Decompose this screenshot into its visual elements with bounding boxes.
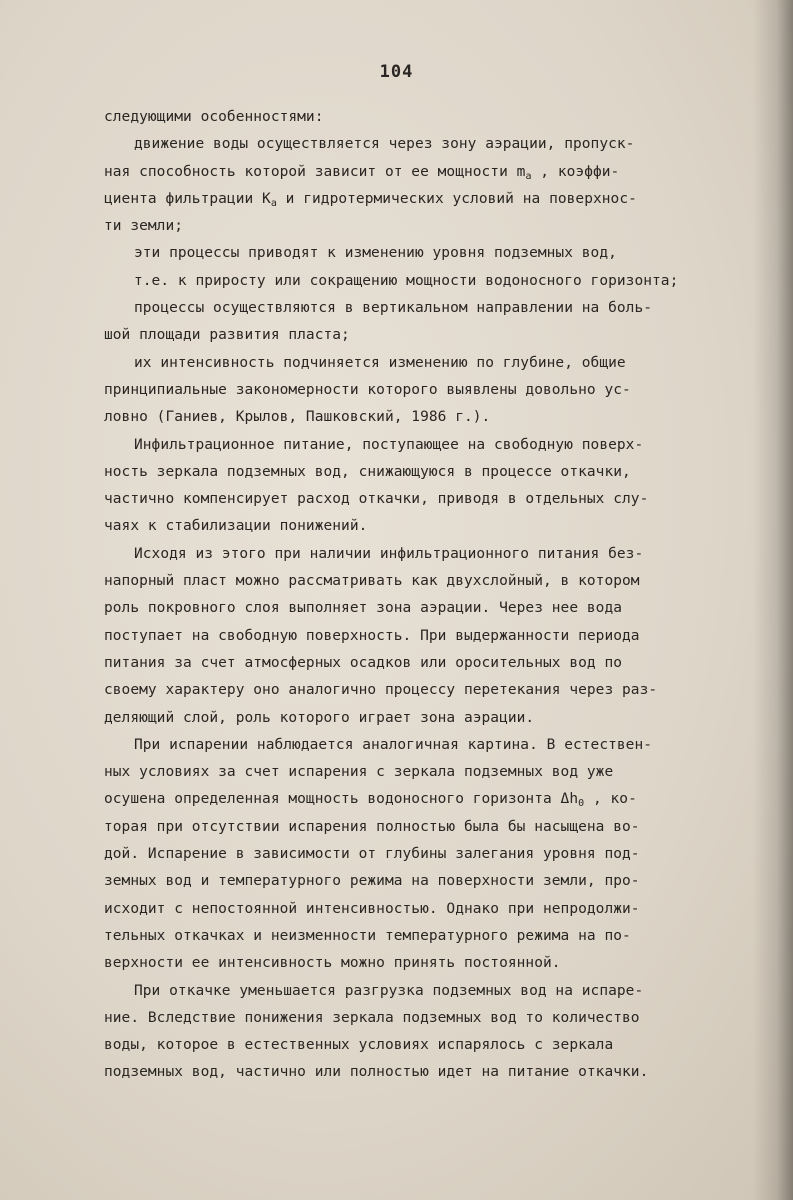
text-line-content: шой площади развития пласта; — [104, 327, 350, 344]
text-line-content: Инфильтрационное питание, поступающее на свободную поверх- — [134, 436, 644, 453]
subscript: a — [525, 170, 532, 182]
text-line-content: чаях к стабилизации понижений. — [104, 518, 368, 535]
text-line — [104, 404, 764, 431]
text-line-content: ти земли; — [104, 218, 184, 235]
text-line — [104, 268, 764, 295]
text-line — [104, 950, 764, 977]
text-line — [104, 541, 764, 568]
text-line-content: т.е. к приросту или сокращению мощности водоносного горизонта; — [134, 272, 679, 289]
text-line — [104, 677, 764, 704]
text-line — [104, 732, 764, 759]
text-line-content: ная способность которой зависит от ее мощности m — [104, 163, 526, 180]
subscript: a — [270, 197, 277, 209]
text-line-content: циента фильтрации K — [104, 190, 271, 207]
text-line — [104, 623, 764, 650]
body-text — [104, 104, 764, 1087]
text-line-content: деляющий слой, роль которого играет зона аэрации. — [104, 709, 535, 726]
text-line-content: эти процессы приводят к изменению уровня подземных вод, — [134, 245, 617, 262]
text-line — [104, 923, 764, 950]
text-line — [104, 705, 764, 732]
text-line — [104, 186, 764, 213]
text-line-content: роль покровного слоя выполняет зона аэрации. Через нее вода — [104, 600, 623, 617]
text-line-content: ловно (Ганиев, Крылов, Пашковский, 1986 г.). — [104, 409, 491, 426]
text-line-content: верхности ее интенсивность можно принять постоянной. — [104, 955, 561, 972]
text-line-content: следующими особенностями: — [104, 109, 324, 125]
text-line-content: Исходя из этого при наличии инфильтрационного питания без- — [134, 545, 644, 562]
text-line-content: дой. Испарение в зависимости от глубины залегания уровня под- — [104, 846, 640, 863]
text-line — [104, 568, 764, 595]
text-line — [104, 295, 764, 322]
text-line — [104, 322, 764, 349]
text-line-content: исходит с непостоянной интенсивностью. Однако при непродолжи- — [104, 900, 640, 917]
text-line-content: ность зеркала подземных вод, снижающуюся в процессе откачки, — [104, 463, 631, 480]
text-line — [104, 896, 764, 923]
subscript: 0 — [578, 798, 585, 810]
text-line-content: земных вод и температурного режима на поверхности земли, про- — [104, 873, 640, 890]
text-line-content: осушена определенная мощность водоносного горизонта Δh — [104, 791, 579, 808]
text-line — [104, 486, 764, 513]
text-line-content: тельных откачках и неизменности температурного режима на по- — [104, 927, 631, 944]
text-line — [104, 1032, 764, 1059]
text-line-content: движение воды осуществляется через зону аэрации, пропуск- — [134, 136, 635, 153]
text-line-content: торая при отсутствии испарения полностью была бы насыщена во- — [104, 818, 640, 835]
text-line — [104, 377, 764, 404]
text-line-content: принципиальные закономерности которого выявлены довольно ус- — [104, 381, 631, 398]
text-line-content: их интенсивность подчиняется изменению по глубине, общие — [134, 354, 626, 371]
text-line — [104, 814, 764, 841]
text-line — [104, 868, 764, 895]
text-line-content: питания за счет атмосферных осадков или оросительных вод по — [104, 654, 623, 671]
text-line-content: При откачке уменьшается разгрузка подземных вод на испаре- — [134, 982, 644, 999]
text-line-content: подземных вод, частично или полностью идет на питание откачки. — [104, 1064, 649, 1081]
text-line-content: ных условиях за счет испарения с зеркала подземных вод уже — [104, 764, 614, 781]
text-line — [104, 459, 764, 486]
text-line — [104, 432, 764, 459]
text-line-tail: , коэффи- — [531, 163, 620, 180]
text-line — [104, 978, 764, 1005]
text-line — [104, 786, 764, 813]
text-line — [104, 650, 764, 677]
text-line-content: При испарении наблюдается аналогичная картина. В естествен- — [134, 736, 653, 753]
text-line-content: процессы осуществляются в вертикальном направлении на боль- — [134, 300, 653, 317]
text-line-content: частично компенсирует расход откачки, приводя в отдельных слу- — [104, 491, 649, 508]
text-line — [104, 759, 764, 786]
text-line — [104, 240, 764, 267]
text-line-content: ние. Вследствие понижения зеркала подземных вод то количество — [104, 1009, 640, 1026]
page-number: 104 — [379, 62, 414, 82]
text-line — [104, 350, 764, 377]
text-line — [104, 213, 764, 240]
text-line — [104, 131, 764, 158]
text-line — [104, 104, 764, 131]
text-line-tail: и гидротермических условий на поверхнос- — [276, 190, 637, 207]
text-line-content: поступает на свободную поверхность. При выдержанности периода — [104, 627, 640, 644]
text-line — [104, 1005, 764, 1032]
text-line — [104, 513, 764, 540]
text-line — [104, 1059, 764, 1086]
text-line-content: воды, которое в естественных условиях испарялось с зеркала — [104, 1037, 614, 1054]
text-line-content: своему характеру оно аналогично процессу перетекания через раз- — [104, 682, 658, 699]
text-line — [104, 841, 764, 868]
text-line-content: напорный пласт можно рассматривать как двухслойный, в котором — [104, 573, 640, 590]
text-line — [104, 595, 764, 622]
text-line-tail: , ко- — [584, 791, 637, 808]
text-line — [104, 159, 764, 186]
